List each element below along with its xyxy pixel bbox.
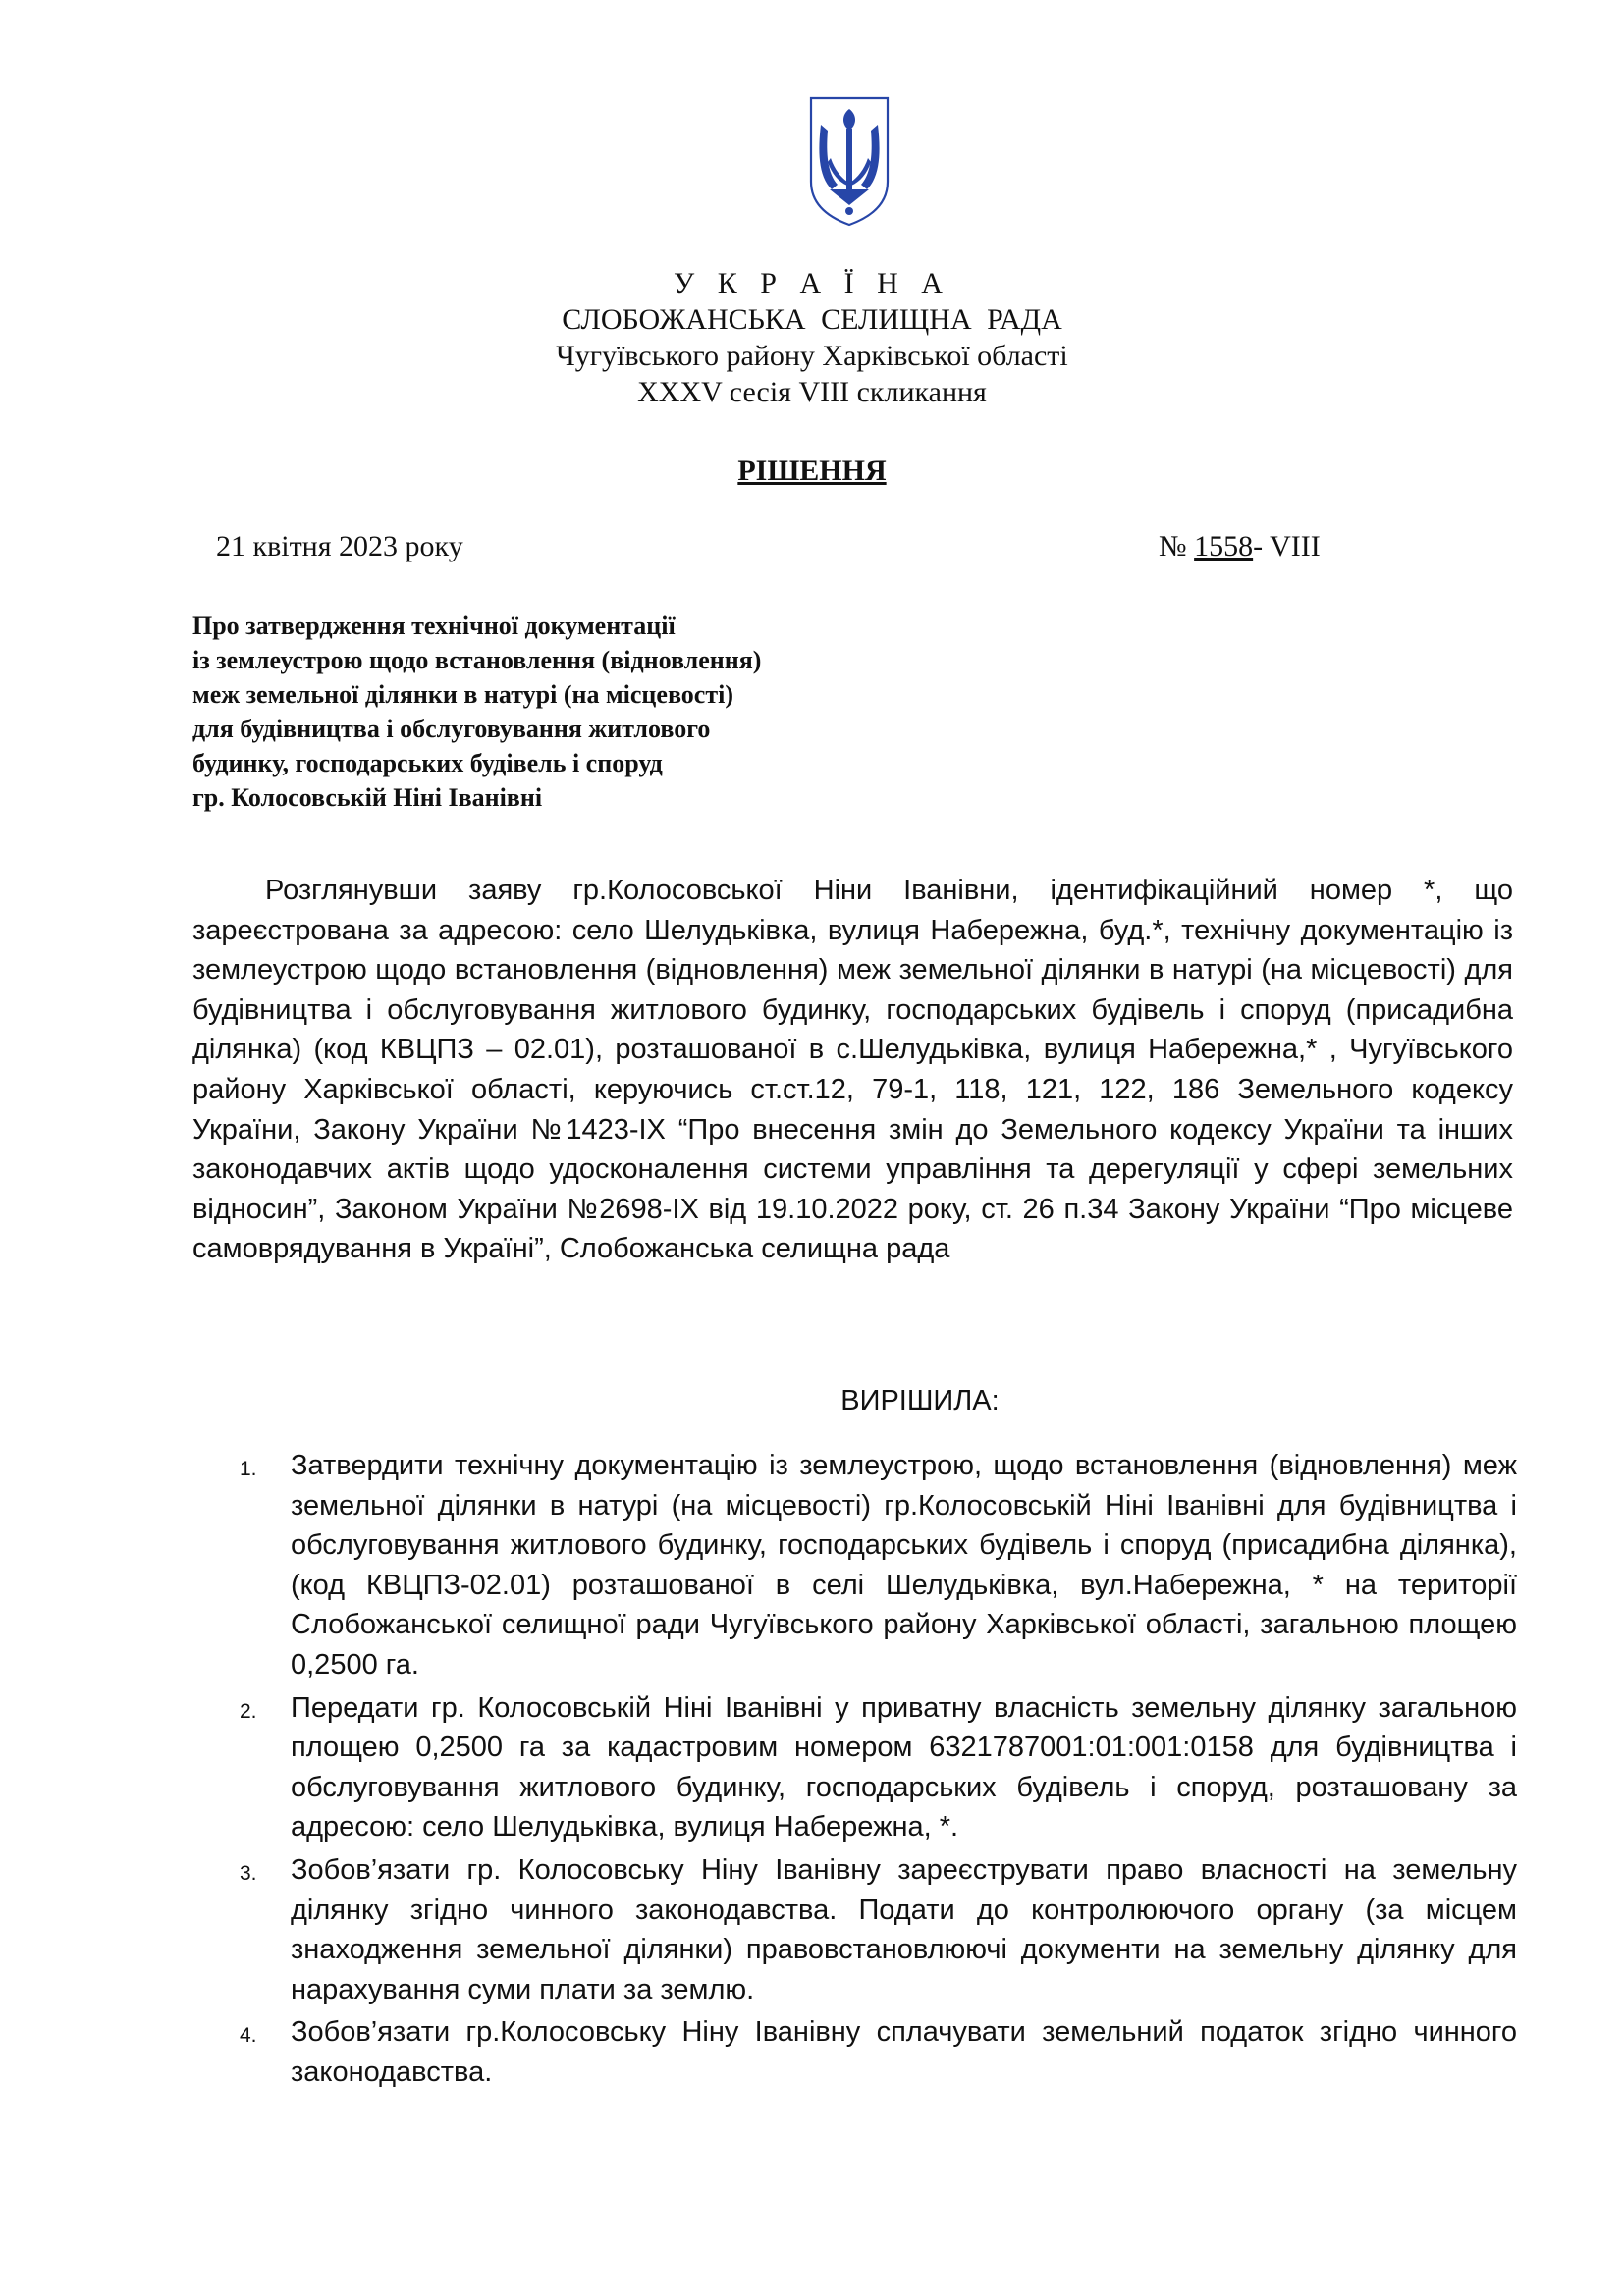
coat-of-arms-trident-icon — [808, 95, 891, 228]
decision-subject — [192, 609, 958, 815]
item-number: 1. — [240, 1458, 257, 1480]
document-title: РІШЕННЯ — [737, 454, 887, 487]
subject-line: Про затвердження технічної документації — [192, 612, 676, 640]
council-name: СЛОБОЖАНСЬКА СЕЛИЩНА РАДА — [562, 303, 1062, 336]
item-number: 2. — [240, 1699, 257, 1723]
decision-number — [1159, 530, 1321, 563]
district-name: Чугуївського району Харківської області — [556, 340, 1068, 372]
item-text: Передати гр. Колосовській Ніні Іванівні у приватну власність земельну ділянку загальною площею 0,2500 га за кадастровим номером 6321787001:01:001:0158 для будівництва і обслуговування житлового будинку, господарських будівель і споруд, розташовану за адресою: село Шелудьківка, вулиця Набережна, *. — [291, 1691, 1517, 1843]
item-text: Затвердити технічну документацію із землеустрою, щодо встановлення (відновлення) меж земельної ділянки в натурі (на місцевості) гр.Колосовській Ніні Іванівні для будівництва і обслуговування житлового будинку, господарських будівель і споруд (присадибна ділянка), (код КВЦПЗ-02.01) розташованої в селі Шелудьківка, вул.Набережна, * на території Слобожанської селищної ради Чугуївського району Харківської області, загальною площею 0,2500 га. — [291, 1450, 1517, 1681]
subject-line: для будівництва і обслуговування житлового — [192, 715, 711, 743]
document-header — [0, 265, 1624, 410]
subject-line: будинку, господарських будівель і споруд — [192, 749, 663, 777]
subject-line: гр. Колосовській Ніні Іванівні — [192, 783, 543, 812]
session-info: XXXV сесія VIII скликання — [637, 376, 987, 408]
resolution-item — [0, 1688, 1517, 1847]
subject-line: меж земельної ділянки в натурі (на місцевості) — [192, 680, 734, 709]
item-number: 4. — [240, 2024, 257, 2048]
number-suffix: - VIII — [1253, 530, 1321, 562]
item-text: Зобов’язати гр.Колосовську Ніну Іванівну сплачувати земельний податок згідно чинного законодавства. — [291, 2016, 1517, 2088]
resolution-items — [0, 1446, 1517, 2096]
country-name: У К Р А Ї Н А — [674, 267, 950, 299]
resolution-item — [0, 1850, 1517, 2009]
preamble-paragraph: Розглянувши заяву гр.Колосовської Ніни Іванівни, ідентифікаційний номер *, що зареєстрована за адресою: село Шелудьківка, вулиця Набережна, буд.*, технічну документацію із землеустрою щодо встановлення (відновлення) меж земельної ділянки в натурі (на місцевості) для будівництва і обслуговування житлового будинку, господарських будівель і споруд (присадибна ділянка) (код КВЦПЗ – 02.01), розташованої в с.Шелудьківка, вулиця Набережна,* , Чугуївського району Харківської області, керуючись ст.ст.12, 79-1, 118, 121, 122, 186 Земельного кодексу України, Закону України №1423-ІХ “Про внесення змін до Земельного кодексу України та інших законодавчих актів щодо удосконалення системи управління та дерегуляції у сфері земельних відносин”, Законом України №2698-ІХ від 19.10.2022 року, ст. 26 п.34 Закону України “Про місцеве самоврядування в Україні”, Слобожанська селищна рада — [192, 875, 1513, 1265]
number-value: 1558 — [1194, 530, 1254, 562]
resolved-heading: ВИРІШИЛА: — [840, 1385, 1000, 1416]
subject-line: із землеустрою щодо встановлення (відновлення) — [192, 646, 762, 674]
decision-date: 21 квітня 2023 року — [216, 530, 463, 562]
resolution-item — [0, 1446, 1517, 1685]
number-prefix: № — [1159, 530, 1195, 562]
preamble — [192, 871, 1513, 1269]
item-text: Зобов’язати гр. Колосовську Ніну Іванівну зареєструвати право власності на земельну ділянку згідно чинного законодавства. Подати до контролюючого органу (за місцем знаходження земельної ділянки) правовстановлюючі документи на земельну ділянку для нарахування суми плати за землю. — [291, 1853, 1517, 2005]
resolution-item — [0, 2012, 1517, 2092]
item-number: 3. — [240, 1861, 257, 1885]
